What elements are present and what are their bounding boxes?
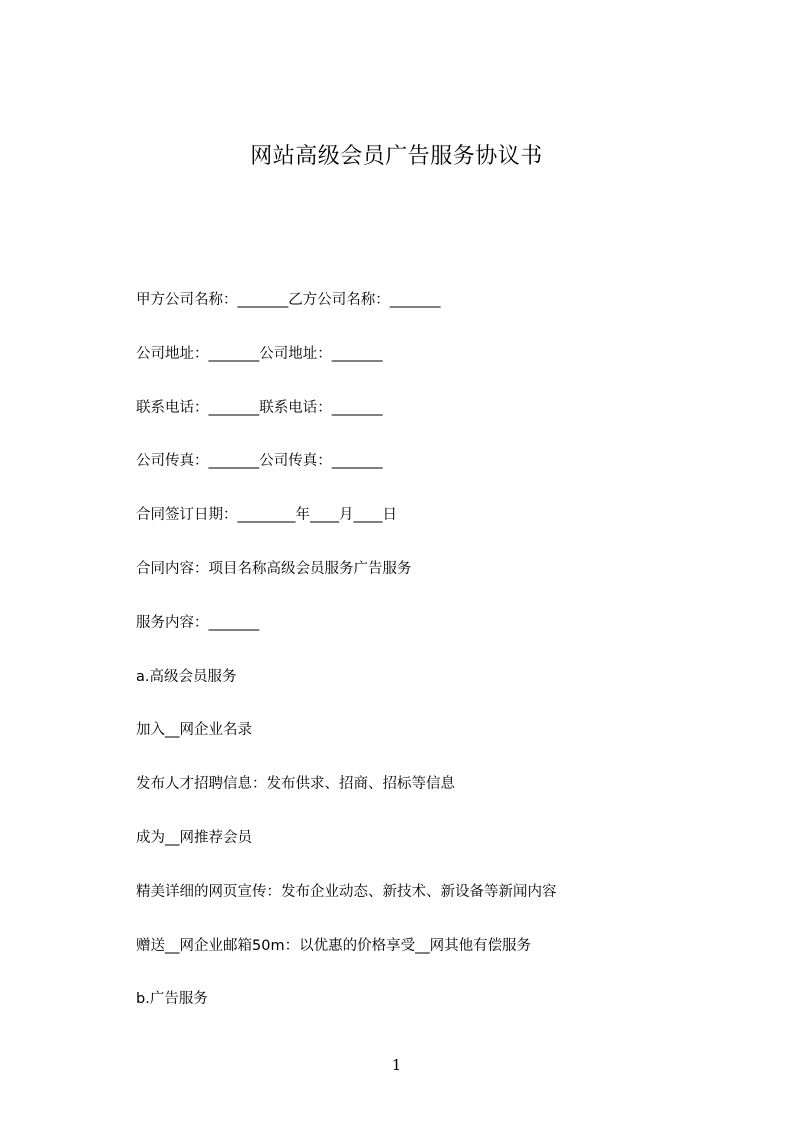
- service-item-line: 成为__网推荐会员: [136, 829, 252, 846]
- document-title: 网站高级会员广告服务协议书: [250, 144, 543, 169]
- contact-phone-line: 联系电话：_______联系电话：_______: [136, 399, 383, 416]
- company-fax-line: 公司传真：_______公司传真：_______: [136, 453, 383, 470]
- party-names-line: 甲方公司名称：_______乙方公司名称：_______: [136, 292, 441, 308]
- section-b-heading: b.广告服务: [136, 991, 208, 1008]
- service-item-line: 赠送__网企业邮箱50m：以优惠的价格享受__网其他有偿服务: [136, 937, 532, 954]
- signing-date-line: 合同签订日期：________年____月____日: [136, 507, 397, 524]
- service-item-line: 发布人才招聘信息：发布供求、招商、招标等信息: [136, 776, 455, 793]
- service-item-line: 精美详细的网页宣传：发布企业动态、新技术、新设备等新闻内容: [136, 883, 557, 900]
- company-address-line: 公司地址：_______公司地址：_______: [136, 345, 383, 362]
- section-a-heading: a.高级会员服务: [136, 668, 237, 685]
- document-body: [136, 287, 736, 1040]
- contract-content-line: 合同内容：项目名称高级会员服务广告服务: [136, 560, 412, 577]
- page-number: 1: [391, 1056, 402, 1074]
- service-item-line: 加入__网企业名录: [136, 722, 252, 739]
- service-content-line: 服务内容：_______: [136, 614, 260, 631]
